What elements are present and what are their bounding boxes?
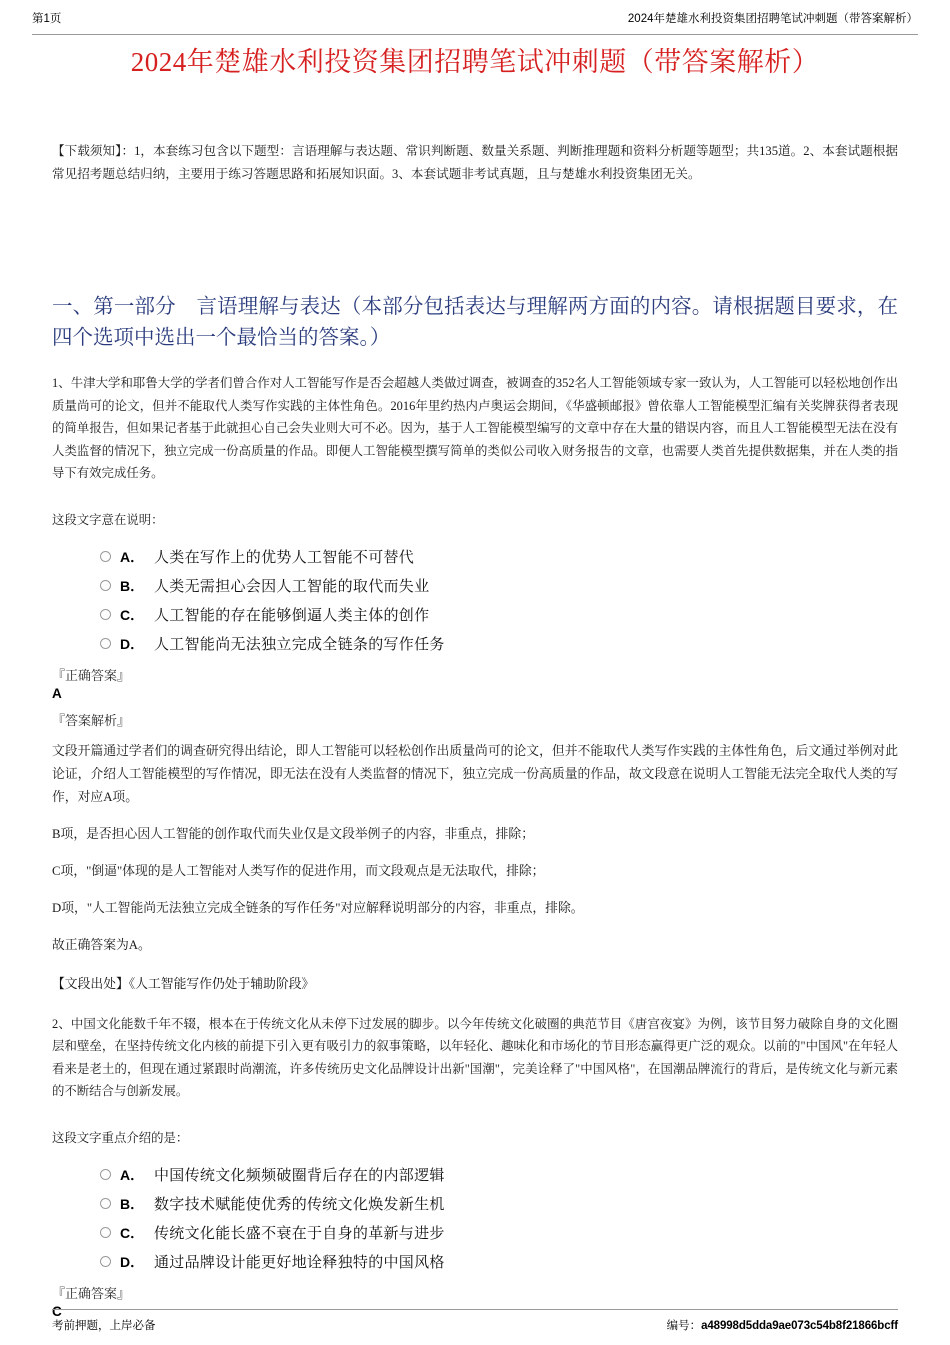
- answer-explanation-label: 『答案解析』: [52, 712, 131, 728]
- source-citation: 【文段出处】《人工智能写作仍处于辅助阶段》: [52, 976, 315, 991]
- question-block-2: [52, 1013, 898, 1321]
- explanation-paragraph: 故正确答案为A。: [52, 937, 151, 952]
- explanation-paragraph: D项，"人工智能尚无法独立完成全链条的写作任务"对应解释说明部分的内容，非重点，排除。: [52, 900, 584, 915]
- footer-code-value: a48998d5dda9ae073c54b8f21866bcff: [701, 1320, 898, 1332]
- option-item-d[interactable]: [52, 632, 898, 656]
- option-item-c[interactable]: [52, 1221, 898, 1245]
- option-list: [52, 1163, 898, 1274]
- option-letter: C．: [120, 606, 145, 623]
- option-text: 数字技术赋能使优秀的传统文化焕发新生机: [154, 1197, 445, 1213]
- question-block-1: [52, 372, 898, 995]
- option-text: 通过品牌设计能更好地诠释独特的中国风格: [154, 1255, 445, 1271]
- page-header: [32, 10, 918, 35]
- radio-button-icon[interactable]: [100, 1256, 111, 1267]
- radio-button-icon[interactable]: [100, 580, 111, 591]
- correct-answer-value: A: [52, 685, 62, 701]
- option-letter: B．: [120, 577, 145, 594]
- option-text: 人类无需担心会因人工智能的取代而失业: [154, 579, 430, 595]
- option-item-a[interactable]: [52, 545, 898, 569]
- radio-button-icon[interactable]: [100, 638, 111, 649]
- option-list: [52, 545, 898, 656]
- option-letter: D．: [120, 635, 145, 652]
- correct-answer-value: C: [52, 1303, 62, 1319]
- correct-answer-label: 『正确答案』: [52, 1285, 131, 1301]
- option-letter: C．: [120, 1224, 145, 1241]
- option-text: 人类在写作上的优势人工智能不可替代: [154, 550, 415, 566]
- option-text: 中国传统文化频频破圈背后存在的内部逻辑: [154, 1168, 445, 1184]
- page-title: 2024年楚雄水利投资集团招聘笔试冲刺题（带答案解析）: [130, 47, 820, 77]
- option-item-b[interactable]: [52, 1192, 898, 1216]
- option-item-c[interactable]: [52, 603, 898, 627]
- option-letter: B．: [120, 1195, 145, 1212]
- download-notice: 【下载须知】：1，本套练习包含以下题型：言语理解与表达题、常识判断题、数量关系题、判断推理题和资料分析题等题型；共135道。2、本套试题根据常见招考题总结归纳，主要用于练习答题思路和拓展知识面。3、本套试题非考试真题，且与楚雄水利投资集团无关。: [52, 144, 898, 181]
- explanation-paragraph: 文段开篇通过学者们的调查研究得出结论，即人工智能可以轻松创作出质量尚可的论文，但并不能取代人类写作实践的主体性角色，后文通过举例对此论证，介绍人工智能模型的写作情况，即无法在没有人类监督的情况下，独立完成一份高质量的作品，故文段意在说明人工智能无法完全取代人类的写作，对应A项。: [52, 743, 898, 804]
- option-text: 人工智能的存在能够倒逼人类主体的创作: [154, 608, 430, 624]
- footer-slogan: 考前押题，上岸必备: [52, 1320, 156, 1332]
- option-item-b[interactable]: [52, 574, 898, 598]
- radio-button-icon[interactable]: [100, 609, 111, 620]
- correct-answer-label: 『正确答案』: [52, 667, 131, 683]
- footer-code: [667, 1317, 898, 1333]
- question-stem: 2、中国文化能数千年不辍，根本在于传统文化从未停下过发展的脚步。以今年传统文化破圈的典范节目《唐宫夜宴》为例，该节目努力破除自身的文化圈层和壁垒，在坚持传统文化内核的前提下引入更有吸引力的叙事策略，以年轻化、趣味化和市场化的节目形态赢得更广泛的观众。以前的"中国风"在年轻人看来是老土的，但现在通过紧跟时尚潮流，许多传统历史文化品牌设计出新"国潮"，完美诠释了"中国风格"，在国潮品牌流行的背后，是传统文化与新元素的不断结合与创新发展。: [52, 1016, 898, 1098]
- option-item-d[interactable]: [52, 1250, 898, 1274]
- option-text: 人工智能尚无法独立完成全链条的写作任务: [154, 637, 445, 653]
- question-prompt: 这段文字意在说明：: [52, 512, 164, 527]
- section-heading: 一、第一部分 言语理解与表达（本部分包括表达与理解两方面的内容。请根据题目要求，在四个选项中选出一个最恰当的答案。）: [52, 296, 898, 349]
- document-content: [52, 140, 898, 1321]
- option-text: 传统文化能长盛不衰在于自身的革新与进步: [154, 1226, 445, 1242]
- radio-button-icon[interactable]: [100, 1198, 111, 1209]
- footer-code-label: 编号：: [666, 1320, 702, 1332]
- option-item-a[interactable]: [52, 1163, 898, 1187]
- explanation-paragraph: B项，是否担心因人工智能的创作取代而失业仅是文段举例子的内容，非重点，排除；: [52, 826, 535, 841]
- page-number-label: 第1页: [32, 13, 62, 25]
- radio-button-icon[interactable]: [100, 1227, 111, 1238]
- radio-button-icon[interactable]: [100, 551, 111, 562]
- question-prompt: 这段文字重点介绍的是：: [52, 1130, 189, 1145]
- option-letter: A．: [120, 1166, 145, 1183]
- running-title: 2024年楚雄水利投资集团招聘笔试冲刺题（带答案解析）: [627, 13, 918, 25]
- page-footer: [52, 1309, 898, 1333]
- radio-button-icon[interactable]: [100, 1169, 111, 1180]
- explanation-paragraph: C项，"倒逼"体现的是人工智能对人类写作的促进作用，而文段观点是无法取代，排除；: [52, 863, 545, 878]
- question-stem: 1、牛津大学和耶鲁大学的学者们曾合作对人工智能写作是否会超越人类做过调查，被调查的352名人工智能领域专家一致认为，人工智能可以轻松地创作出质量尚可的论文，但并不能取代人类写作实践的主体性角色。2016年里约热内卢奥运会期间，《华盛顿邮报》曾依靠人工智能模型汇编有关奖牌获得者表现的简单报告，但如果记者基于此就担心自己会失业则大可不必。因为，基于人工智能模型编写的文章中存在大量的错误内容，而且人工智能模型无法在没有人类监督的情况下，独立完成一份高质量的作品。即便人工智能模型撰写简单的类似公司收入财务报告的文章，也需要人类首先提供数据集，并在人类的指导下有效完成任务。: [52, 376, 898, 480]
- option-letter: A．: [120, 548, 145, 565]
- option-letter: D．: [120, 1253, 145, 1270]
